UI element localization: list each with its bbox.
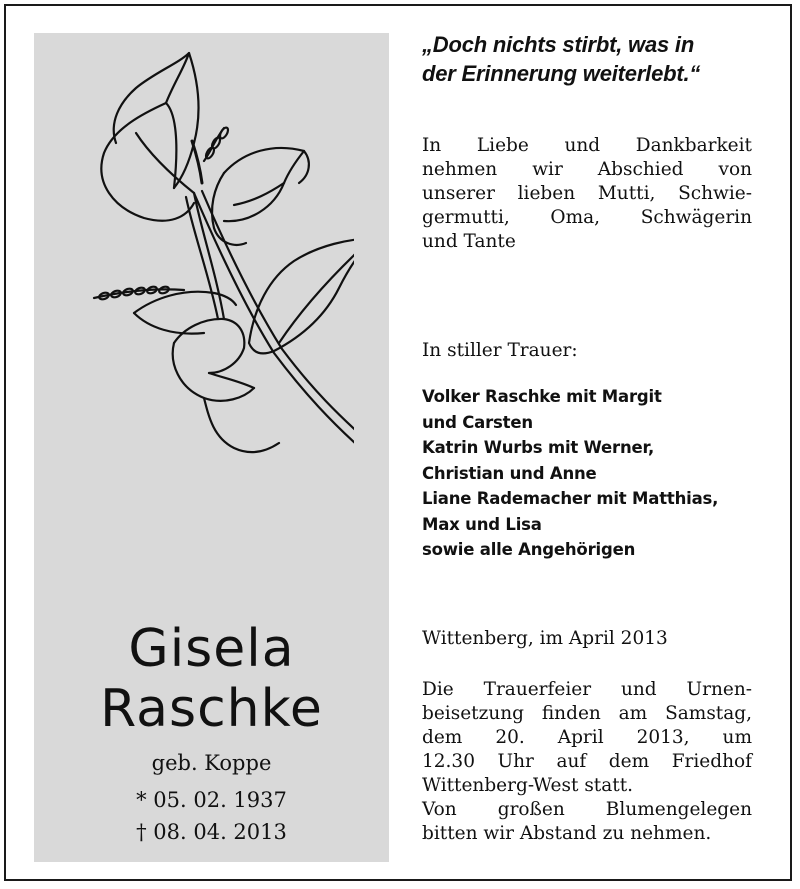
intro-line: unserer lieben Mutti, Schwie- [422, 183, 752, 204]
mourners-list [422, 384, 752, 563]
memorial-panel [34, 33, 389, 862]
calla-lily-drawing-icon [74, 43, 354, 483]
mourner-line: Christian und Anne [422, 463, 597, 483]
funeral-line: 12.30 Uhr auf dem Friedhof [422, 751, 752, 772]
funeral-line: Wittenberg-West statt. [422, 775, 634, 796]
mourning-heading: In stiller Trauer: [422, 340, 578, 361]
maiden-name: geb. Koppe [151, 751, 272, 775]
mourner-line: sowie alle Angehörigen [422, 540, 636, 559]
intro-paragraph [422, 134, 752, 254]
funeral-paragraph [422, 678, 752, 846]
mourner-line: Volker Raschke mit Margit [422, 387, 662, 406]
mourner-line: Liane Rademacher mit Matthias, [422, 489, 719, 508]
intro-line: In Liebe und Dankbarkeit [422, 135, 752, 156]
quote-line: der Erinnerung weiterlebt.“ [422, 61, 701, 86]
funeral-line: beisetzung finden am Samstag, [422, 703, 752, 724]
funeral-line: dem 20. April 2013, um [422, 727, 752, 748]
place-date: Wittenberg, im April 2013 [422, 628, 668, 649]
intro-line: germutti, Oma, Schwägerin [422, 207, 752, 228]
intro-line: nehmen wir Abschied von [422, 159, 752, 180]
mourner-line: und Carsten [422, 412, 533, 432]
deceased-last-name: Raschke [100, 679, 323, 739]
mourner-line: Max und Lisa [422, 514, 542, 534]
funeral-line: Die Trauerfeier und Urnen- [422, 679, 752, 700]
quote [422, 30, 752, 88]
death-date: † 08. 04. 2013 [136, 820, 287, 844]
obituary-notice [4, 4, 792, 881]
quote-line: „Doch nichts stirbt, was in [422, 32, 695, 57]
mourner-line: Katrin Wurbs mit Werner, [422, 438, 655, 457]
deceased-first-name: Gisela [128, 619, 295, 679]
funeral-line: bitten wir Abstand zu nehmen. [422, 823, 712, 844]
birth-date: * 05. 02. 1937 [136, 788, 287, 812]
funeral-line: Von großen Blumengelegen [422, 799, 752, 820]
intro-line: und Tante [422, 231, 516, 252]
